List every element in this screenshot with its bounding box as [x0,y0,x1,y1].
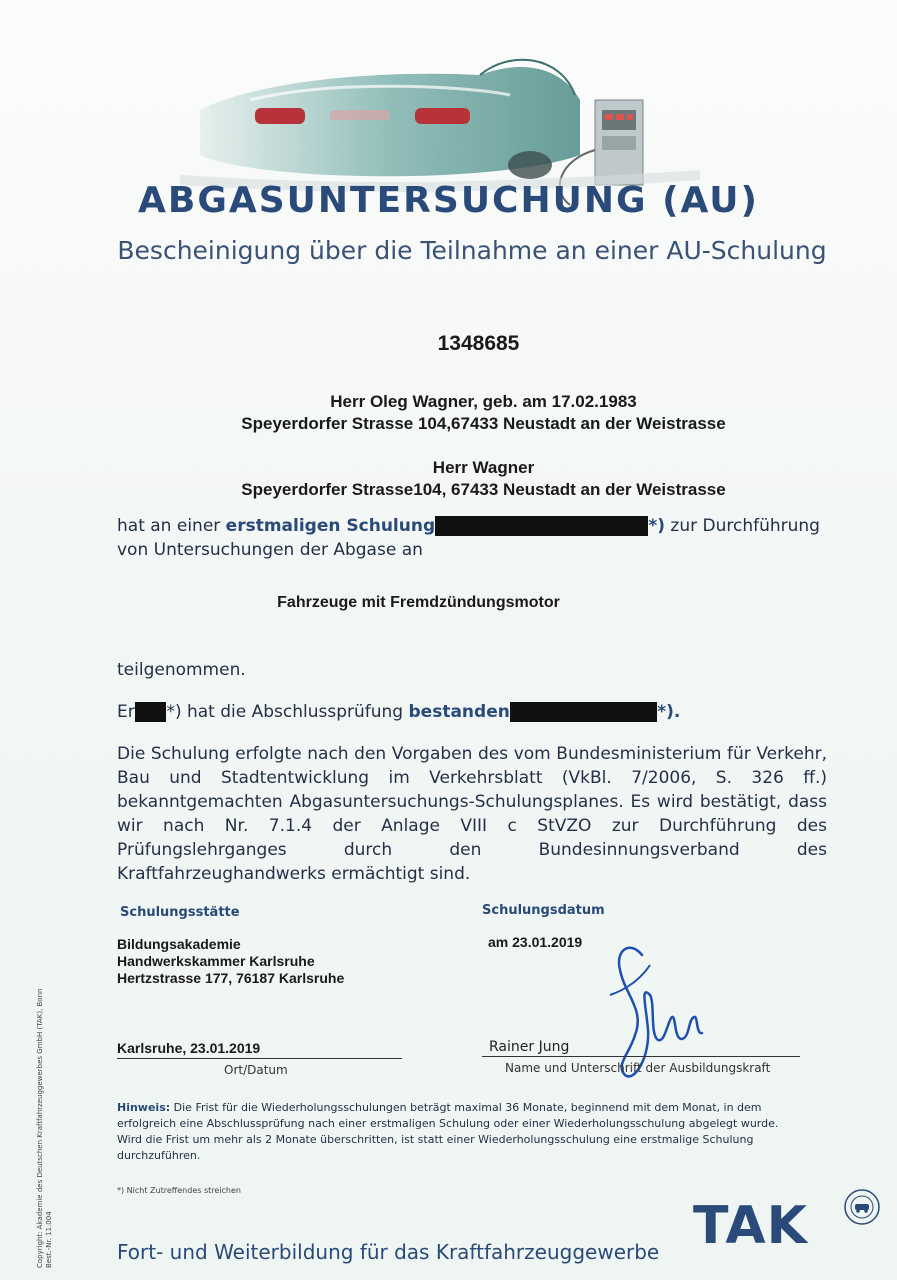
place-date-label: Ort/Datum [224,1063,288,1077]
vehicle-type: Fahrzeuge mit Fremdzündungsmotor [277,594,560,611]
participated-text: teilgenommen. [117,660,246,680]
title-text: ABGASUNTERSUCHUNG [138,180,648,221]
training-date-value: am 23.01.2019 [488,934,583,950]
copyright-vertical [36,968,54,1268]
participant-address-line: Speyerdorfer Strasse 104,67433 Neustadt an der Weistrasse [241,414,726,433]
statement-line-1 [117,516,820,536]
exam-redacted: /nicht bestanden [511,702,656,722]
document-subtitle: Bescheinigung über die Teilnahme an einer AU-Schulung [117,236,827,265]
venue-line-2: Handwerkskammer Karlsruhe [117,953,315,969]
exam-mid: *) hat die Abschlussprüfung [166,702,404,722]
venue-line-1: Bildungsakademie [117,936,241,952]
footer-tagline: Fort- und Weiterbildung für das Kraftfahrzeuggewerbe [117,1240,660,1264]
footnote: *) Nicht Zutreffendes streichen [117,1186,241,1195]
exam-passed: bestanden [408,702,510,722]
signature-label: Name und Unterschrift der Ausbildungskraft [505,1061,771,1075]
trainer-name: Rainer Jung [489,1039,570,1055]
exam-result-line [117,702,680,722]
notice-body: Die Frist für die Wiederholungsschulungen beträgt maximal 36 Monate, beginnend mit dem Monat, in dem erfolgreich eine Abschlussprüfung nach einer erstmaligen Schulung oder einer Wiederholungsschulung abgelegt wurde. Wird die Frist um mehr als 2 Monate überschritten, ist statt einer Wiederholungsschulung eine erstmalige Schulung durchzuführen. [117,1101,779,1162]
training-type: erstmaligen Schulung [225,516,436,536]
recipient-address-line: Speyerdorfer Strasse104, 67433 Neustadt an der Weistrasse [241,480,726,499]
signature-line [482,1056,800,1057]
copyright-text: Copyright: Akademie des Deutschen Kraftfahrzeuggewerbes GmbH (TAK), Bonn [36,988,44,1268]
statement-part1: hat an einer [117,516,221,536]
exam-end: *). [657,702,681,722]
place-date-line [117,1058,402,1059]
redacted-training-type: /Wiederholungsschulung [437,516,647,536]
statement-line-2: von Untersuchungen der Abgase an [117,540,423,560]
statement-part2: zur Durchführung [670,516,820,536]
guild-seal-icon [843,1188,881,1226]
title-suffix: (AU) [662,180,759,221]
legal-paragraph: Die Schulung erfolgte nach den Vorgaben des vom Bundesministerium für Verkehr, Bau und Stadtentwicklung im Verkehrsblatt (VkBl. 7/2006, S. 326 ff.) bekanntgemachten Abgasuntersuchungs-Schulungsplanes. Es wird bestätigt, dass wir nach Nr. 7.1.4 der Anlage VIII c StVZO zur Durchführung des Prüfungslehrganges durch den Bundesinnungsverband des Kraftfahrzeughandwerks ermächtigt sind. [117,744,827,884]
participant-name-line: Herr Oleg Wagner, geb. am 17.02.1983 [330,392,637,411]
venue-label: Schulungsstätte [120,905,240,920]
notice-text-block [117,1100,797,1164]
exam-er: Er [117,702,135,722]
venue-address [117,936,344,987]
recipient-name-line: Herr Wagner [432,458,535,477]
training-date-label: Schulungsdatum [482,903,605,918]
statement-suffix: *) [648,516,665,536]
tak-logo: TAK [693,1196,808,1256]
venue-line-3: Hertzstrasse 177, 76187 Karlsruhe [117,970,345,986]
place-date-value: Karlsruhe, 23.01.2019 [117,1040,261,1056]
exam-sie-redacted: /Sie [134,702,167,722]
document-title [0,180,897,221]
notice-label: Hinweis: [117,1101,171,1114]
order-number: Best.-Nr. 11.004 [45,1211,53,1268]
certificate-number: 1348685 [437,332,520,355]
